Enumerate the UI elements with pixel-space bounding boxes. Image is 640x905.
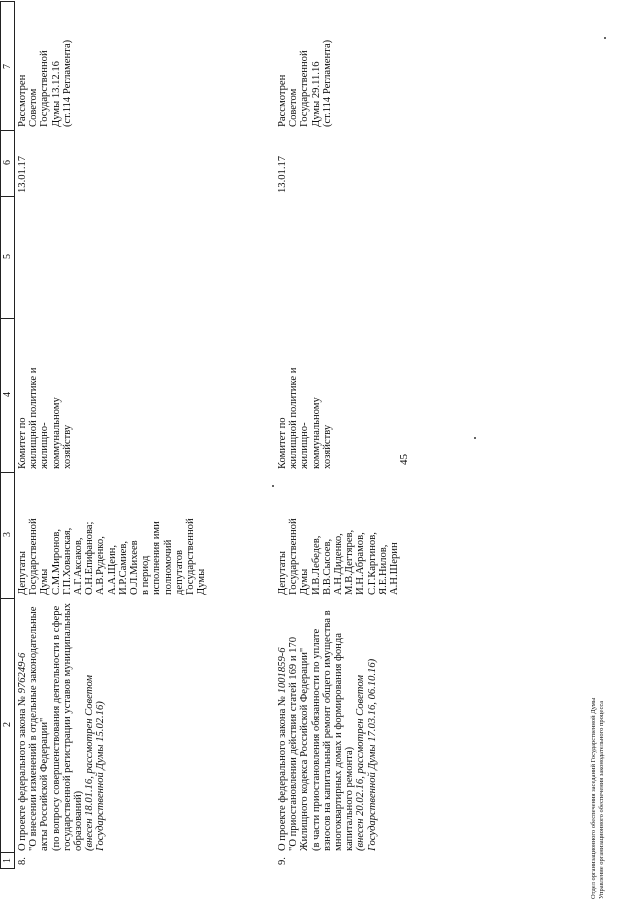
column-border bbox=[0, 472, 15, 473]
bill-number: 1001859-6 bbox=[277, 647, 288, 694]
bill-note: (внесен 20.02.16, рассмотрен Советом Государственной Думы 17.03.16, 06.10.16) bbox=[355, 658, 378, 851]
bill-title: "О внесении изменений в отдельные законодательные акты Российской Федерации" (по вопросу совершенствования деятельности в сфере государственной регистрации уставов муниципальных образований) bbox=[28, 603, 85, 851]
footer-line-1: Отдел организационного обеспечения заседаний Государственной Думы bbox=[590, 697, 597, 899]
column-header-1: 1 bbox=[2, 858, 13, 863]
deadline-date: 13.01.17 bbox=[277, 155, 288, 193]
bill-description bbox=[17, 599, 107, 851]
bill-title: "О приостановлении действия статей 169 и 170 Жилищного кодекса Российской Федерации" (в части приостановления обязанности по уплате взносов на капитальный ремонт общего имущества в многоквартирных домах и формирования фонда капитального ремонта) bbox=[288, 610, 356, 851]
deadline-date: 13.01.17 bbox=[17, 155, 28, 193]
responsible-committee: Комитет по жилищной политике и жилищно- коммунальному хозяйству bbox=[17, 367, 73, 469]
column-header-5: 5 bbox=[2, 254, 13, 259]
bill-number: 976249-6 bbox=[17, 652, 28, 694]
scan-speck bbox=[272, 485, 274, 487]
bill-intro: О проекте федерального закона № bbox=[17, 693, 28, 851]
column-header-4: 4 bbox=[2, 392, 13, 397]
column-border bbox=[0, 598, 15, 599]
bill-status: Рассмотрен Советом Государственной Думы 29.11.16 (ст.114 Регламента) bbox=[277, 39, 333, 127]
column-header-7: 7 bbox=[2, 64, 13, 69]
bill-authors: Депутаты Государственной Думы С.М.Миронов, Г.П.Хованская, А.Г.Аксаков, О.Н.Епифанова; А.В.Руденко, А.А.Щеин, И.Р.Самиев, О.Л.Михеев в период исполнения ими полномочий депутатов Государственной Думы bbox=[17, 518, 208, 595]
page-number: 45 bbox=[398, 454, 410, 465]
column-border bbox=[0, 196, 15, 197]
table-header-divider bbox=[14, 2, 15, 869]
table-top-border bbox=[0, 2, 1, 869]
responsible-committee: Комитет по жилищной политике и жилищно- коммунальному хозяйству bbox=[277, 367, 333, 469]
column-border bbox=[0, 868, 15, 869]
bill-note: (внесен 18.01.16, рассмотрен Советом Государственной Думы 15.02.16) bbox=[84, 675, 107, 851]
footer-line-2: Управление организационного обеспечения законодательного процесса bbox=[598, 700, 605, 899]
bill-intro: О проекте федерального закона № bbox=[277, 693, 288, 851]
column-header-6: 6 bbox=[2, 160, 13, 165]
column-border bbox=[0, 852, 15, 853]
row-number: 8. bbox=[17, 857, 28, 865]
scan-speck bbox=[474, 437, 476, 439]
column-border bbox=[0, 130, 15, 131]
bill-description bbox=[277, 599, 378, 851]
column-header-2: 2 bbox=[2, 722, 13, 727]
scan-speck bbox=[604, 37, 606, 39]
bill-authors: Депутаты Государственной Думы И.В.Лебедев, В.В.Сысоев, А.Н.Диденко, М.В.Дегтярев, И.Н.Абрамов, С.Г.Каргинов, Я.Е.Нилов, А.Н.Шерин bbox=[277, 518, 401, 595]
bill-status: Рассмотрен Советом Государственной Думы 13.12.16 (ст.114 Регламента) bbox=[17, 39, 73, 127]
column-border bbox=[0, 1, 15, 2]
page-footer bbox=[590, 698, 606, 899]
row-number: 9. bbox=[277, 857, 288, 865]
column-border bbox=[0, 318, 15, 319]
column-header-3: 3 bbox=[2, 532, 13, 537]
